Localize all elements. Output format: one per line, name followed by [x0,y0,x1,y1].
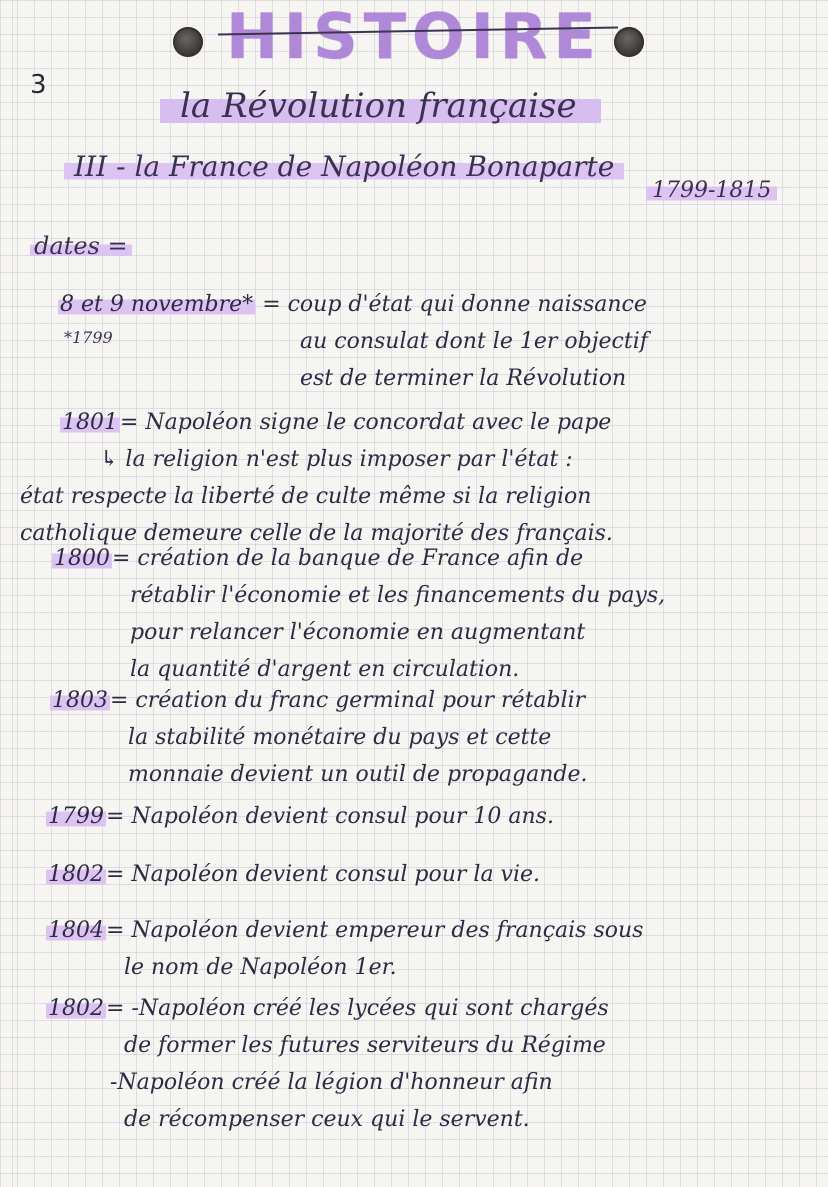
page-title: HISTOIRE [226,0,602,73]
entry-text: = Napoléon devient consul pour la vie. [106,862,541,887]
entry-date: 1801 [62,410,118,435]
entry-text: = création de la banque de France afin de [112,546,584,571]
entry-text: le nom de Napoléon 1er. [124,955,397,980]
entry-text: état respecte la liberté de culte même si la religion [20,484,592,509]
entry-text: = Napoléon devient empereur des français sous [106,918,644,943]
subtitle: la Révolution française [160,82,601,130]
entry-text: rétablir l'économie et les financements du pays, [130,583,666,608]
entry-date: 8 et 9 novembre* [60,292,254,317]
section-label: dates = [30,232,132,260]
entry-date: 1802 [48,996,104,1021]
chapter-title: III - la France de Napoléon Bonaparte [64,148,624,185]
entry-text: = coup d'état qui donne naissance [262,292,647,317]
entry-text: de former les futures serviteurs du Régime [124,1033,606,1058]
timeline-entry [46,990,609,1138]
entry-text: la quantité d'argent en circulation. [130,657,520,682]
page-number: 3 [30,70,47,100]
entry-date: 1803 [52,688,108,713]
entry-date: 1799 [48,804,104,829]
entry-text: de récompenser ceux qui le servent. [124,1107,530,1132]
timeline-entry [58,286,647,323]
timeline-entry [46,912,643,986]
entry-text: = -Napoléon créé les lycées qui sont chargés [106,996,609,1021]
entry-date: 1800 [54,546,110,571]
entry-text: = Napoléon devient consul pour 10 ans. [106,804,554,829]
entry-text: la stabilité monétaire du pays et cette [128,725,552,750]
timeline-entry [60,404,611,478]
entry-text: = Napoléon signe le concordat avec le pape [120,410,612,435]
entry-text: -Napoléon créé la légion d'honneur afin [110,1070,553,1095]
entry-text: = création du franc germinal pour rétablir [110,688,586,713]
entry-text: est de terminer la Révolution [300,366,627,391]
entry-date: 1804 [48,918,104,943]
entry-text: pour relancer l'économie en augmentant [130,620,586,645]
entry-date-note: *1799 [64,328,113,347]
entry-text: ↳ la religion n'est plus imposer par l'état : [100,447,573,472]
chapter-dates: 1799-1815 [646,178,777,203]
entry-text: catholique demeure celle de la majorité des français. [20,521,613,546]
timeline-entry [52,540,665,688]
entry-text: monnaie devient un outil de propagande. [128,762,588,787]
margin-line [12,0,13,1187]
timeline-entry [46,856,540,893]
timeline-entry [46,798,554,835]
timeline-entry [50,682,587,793]
entry-date: 1802 [48,862,104,887]
entry-text: au consulat dont le 1er objectif [300,329,648,354]
timeline-entry-continuation [300,323,648,397]
